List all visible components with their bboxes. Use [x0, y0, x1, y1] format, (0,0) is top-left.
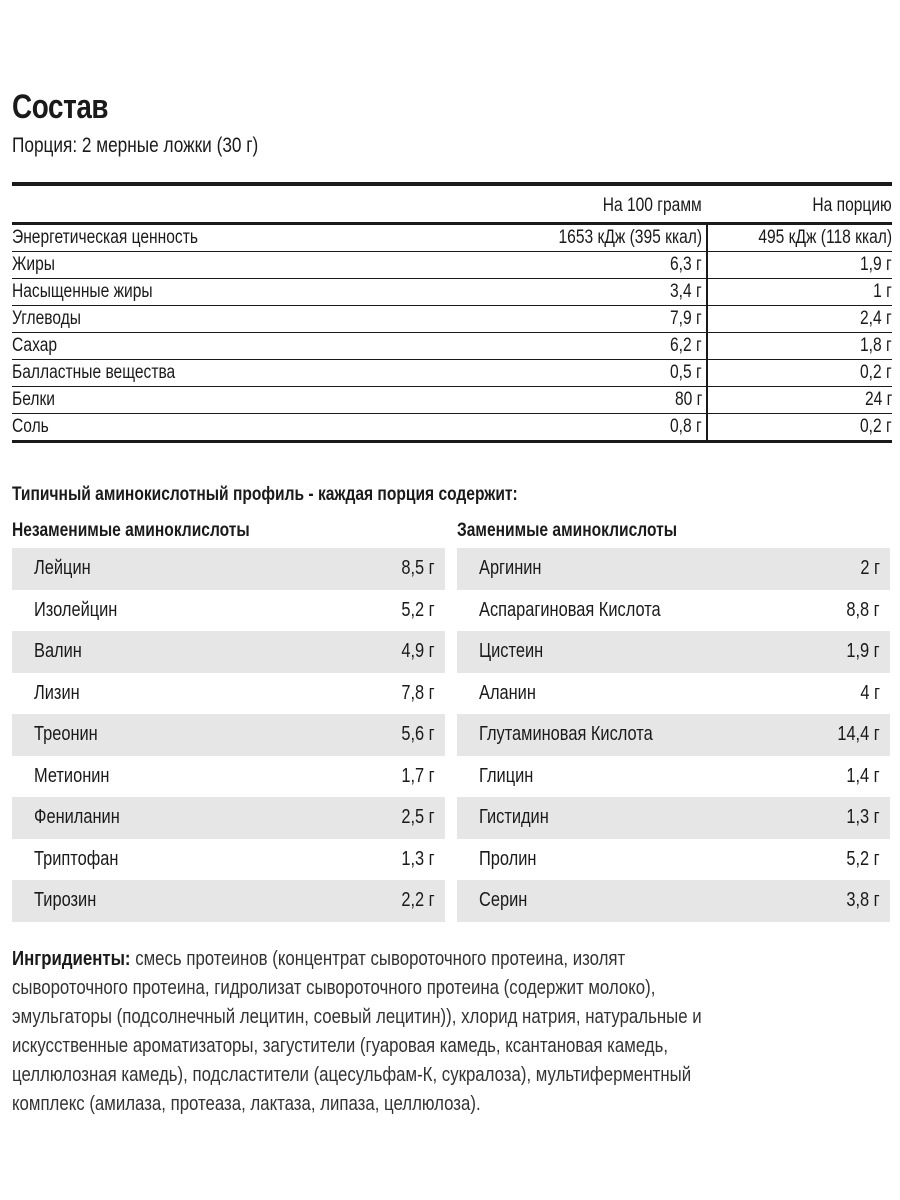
amino-row [457, 714, 890, 756]
nutrition-row [12, 252, 892, 278]
nutrient-name: Соль [12, 416, 49, 437]
amino-row [12, 631, 445, 673]
ingredients-line-6: комплекс (амилаза, протеаза, лактаза, липаза, целлюлоза). [12, 1092, 481, 1115]
amino-name: Глицин [479, 764, 534, 787]
portion-text: Порция: 2 мерные ложки (30 г) [12, 134, 259, 157]
nutrient-per100: 6,3 г [670, 254, 702, 275]
nutrient-portion: 1,9 г [860, 254, 892, 275]
amino-name: Аспарагиновая Кислота [479, 598, 661, 621]
nutrient-name: Насыщенные жиры [12, 281, 153, 302]
nutrient-per100: 3,4 г [670, 281, 702, 302]
essential-amino-column [12, 518, 445, 922]
nutrition-row [12, 387, 892, 413]
amino-value: 1,3 г [401, 847, 435, 870]
amino-row [12, 673, 445, 715]
amino-row [12, 756, 445, 798]
nutrition-table [12, 182, 892, 443]
amino-row [12, 590, 445, 632]
amino-name: Тирозин [34, 889, 97, 911]
nutrition-row [12, 225, 892, 251]
amino-value: 3,8 г [846, 889, 880, 911]
amino-row [457, 673, 890, 715]
nutrient-per100: 0,8 г [670, 416, 702, 437]
amino-value: 5,6 г [401, 723, 435, 745]
amino-value: 8,5 г [401, 557, 435, 579]
ingredients-text-part: смесь протеинов (концентрат сывороточного протеина, изолят [130, 947, 626, 970]
nutrient-name: Белки [12, 389, 55, 410]
nutrient-portion: 0,2 г [860, 416, 892, 437]
nutrition-body [12, 225, 892, 440]
nutrition-row [12, 306, 892, 332]
amino-value: 5,2 г [401, 598, 435, 621]
amino-heading: Типичный аминокислотный профиль - каждая порция содержит: [12, 484, 518, 505]
column-divider [706, 225, 708, 251]
amino-value: 8,8 г [846, 598, 880, 621]
nutrient-portion: 24 г [864, 389, 892, 410]
amino-name: Цистеин [479, 640, 544, 662]
amino-value: 1,9 г [846, 640, 880, 662]
amino-row [12, 839, 445, 881]
table-bottom-rule [12, 440, 892, 443]
nutrient-portion: 1,8 г [860, 335, 892, 356]
nutrient-name: Сахар [12, 335, 58, 356]
amino-name: Фениланин [34, 806, 120, 828]
amino-name: Глутаминовая Кислота [479, 723, 653, 745]
amino-value: 1,7 г [401, 764, 435, 787]
amino-row [457, 631, 890, 673]
nutrient-portion: 2,4 г [860, 308, 892, 329]
amino-value: 2,2 г [401, 889, 435, 911]
column-divider [706, 279, 708, 305]
amino-name: Лизин [34, 681, 80, 704]
amino-name: Аланин [479, 681, 536, 704]
essential-amino-list [12, 548, 445, 922]
amino-name: Валин [34, 640, 82, 662]
amino-row [457, 797, 890, 839]
amino-name: Гистидин [479, 806, 549, 828]
amino-name: Метионин [34, 764, 110, 787]
nutrient-per100: 80 г [674, 389, 702, 410]
amino-name: Изолейцин [34, 598, 118, 621]
amino-value: 7,8 г [401, 681, 435, 704]
amino-name: Пролин [479, 847, 537, 870]
amino-row [12, 714, 445, 756]
column-divider [706, 387, 708, 413]
col-per100-header: На 100 грамм [602, 195, 702, 216]
amino-row [457, 880, 890, 922]
nutrient-portion: 1 г [873, 281, 892, 302]
ingredients-line-1 [12, 944, 832, 973]
column-divider [706, 360, 708, 386]
nutrient-name: Жиры [12, 254, 55, 275]
amino-row [457, 756, 890, 798]
column-divider [706, 306, 708, 332]
nutrient-portion: 0,2 г [860, 362, 892, 383]
ingredients-label: Ингридиенты: [12, 947, 131, 970]
ingredients-line-5: целлюлозная камедь), подсластители (ацесульфам-К, сукралоза), мультиферментный [12, 1063, 692, 1086]
nutrient-name: Энергетическая ценность [12, 227, 198, 248]
nonessential-amino-list [457, 548, 890, 922]
page-title: Состав [12, 88, 109, 126]
nutrient-per100: 0,5 г [670, 362, 702, 383]
nonessential-amino-title: Заменимые аминоклислоты [457, 520, 678, 541]
nonessential-amino-column [457, 518, 890, 922]
nutrition-row [12, 414, 892, 440]
amino-row [12, 548, 445, 590]
amino-row [12, 797, 445, 839]
nutrient-name: Углеводы [12, 308, 82, 329]
amino-value: 2 г [860, 557, 880, 579]
amino-row [457, 590, 890, 632]
nutrition-row [12, 360, 892, 386]
nutrient-portion: 495 кДж (118 ккал) [758, 227, 892, 248]
amino-value: 2,5 г [401, 806, 435, 828]
amino-value: 5,2 г [846, 847, 880, 870]
amino-name: Треонин [34, 723, 98, 745]
column-divider [706, 414, 708, 440]
nutrient-per100: 6,2 г [670, 335, 702, 356]
amino-row [457, 548, 890, 590]
amino-value: 1,4 г [846, 764, 880, 787]
col-portion-header: На порцию [812, 195, 892, 216]
nutrient-per100: 1653 кДж (395 ккал) [558, 227, 702, 248]
amino-value: 1,3 г [846, 806, 880, 828]
ingredients-text [12, 944, 832, 1118]
nutrition-header-row [12, 186, 892, 222]
ingredients-line-3: эмульгаторы (подсолнечный лецитин, соевый лецитин)), хлорид натрия, натуральные и [12, 1005, 702, 1028]
nutrition-row [12, 333, 892, 359]
column-divider [706, 333, 708, 359]
amino-value: 4,9 г [401, 640, 435, 662]
ingredients-line-4: искусственные ароматизаторы, загустители (гуаровая камедь, ксантановая камедь, [12, 1034, 669, 1057]
amino-name: Серин [479, 889, 528, 911]
amino-value: 4 г [860, 681, 880, 704]
nutrient-per100: 7,9 г [670, 308, 702, 329]
amino-name: Лейцин [34, 557, 91, 579]
nutrition-row [12, 279, 892, 305]
amino-value: 14,4 г [837, 723, 880, 745]
column-divider [706, 252, 708, 278]
essential-amino-title: Незаменимые аминоклислоты [12, 520, 250, 541]
amino-name: Аргинин [479, 557, 542, 579]
ingredients-line-2: сывороточного протеина, гидролизат сывороточного протеина (содержит молоко), [12, 976, 656, 999]
amino-row [457, 839, 890, 881]
amino-name: Триптофан [34, 847, 119, 870]
amino-row [12, 880, 445, 922]
nutrient-name: Балластные вещества [12, 362, 176, 383]
